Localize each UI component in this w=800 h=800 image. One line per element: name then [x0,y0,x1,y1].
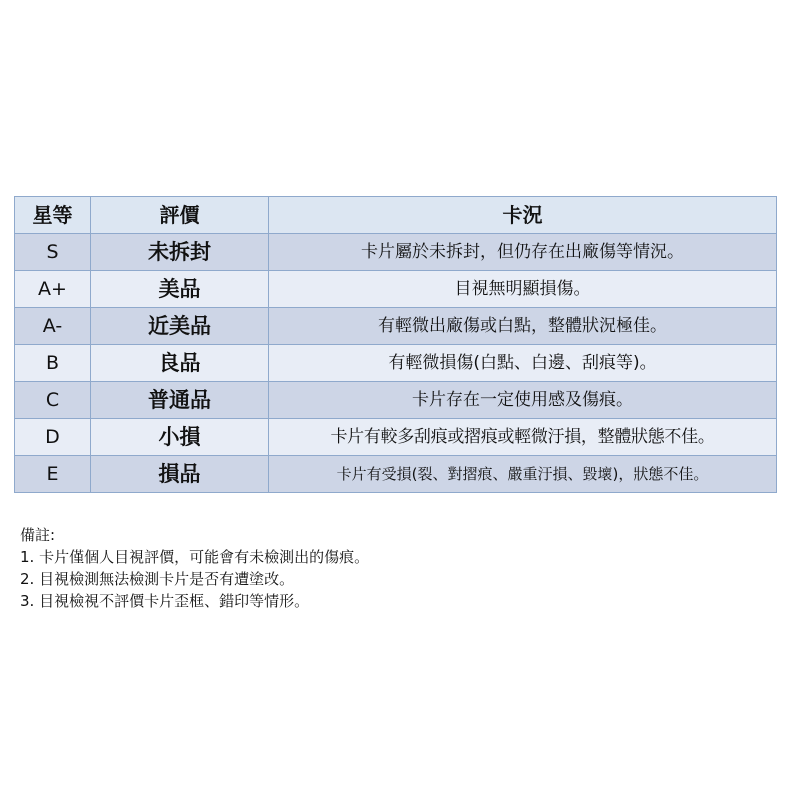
evaluation-cell: 良品 [91,345,269,382]
note-item: 3. 目視檢視不評價卡片歪框、錯印等情形。 [20,592,310,610]
header-card-condition: 卡況 [269,197,777,234]
condition-cell: 目視無明顯損傷。 [269,271,777,308]
star-grade-cell: C [15,382,91,419]
condition-cell: 有輕微出廠傷或白點，整體狀況極佳。 [269,308,777,345]
table-row [15,456,777,493]
table-row [15,308,777,345]
evaluation-cell: 損品 [91,456,269,493]
evaluation-cell: 近美品 [91,308,269,345]
table-row [15,382,777,419]
table-header-row [15,197,777,234]
condition-cell: 卡片屬於未拆封，但仍存在出廠傷等情況。 [269,234,777,271]
condition-cell: 有輕微損傷(白點、白邊、刮痕等)。 [269,345,777,382]
condition-cell: 卡片有較多刮痕或摺痕或輕微汙損，整體狀態不佳。 [269,419,777,456]
table-row [15,419,777,456]
table-row [15,345,777,382]
evaluation-cell: 美品 [91,271,269,308]
card-grading-table [14,196,777,493]
condition-cell: 卡片有受損(裂、對摺痕、嚴重汙損、毀壞)，狀態不佳。 [269,456,777,493]
star-grade-cell: A+ [15,271,91,308]
notes-title: 備註: [20,526,56,544]
table-row [15,271,777,308]
evaluation-cell: 普通品 [91,382,269,419]
note-item: 1. 卡片僅個人目視評價，可能會有未檢測出的傷痕。 [20,548,370,566]
condition-cell: 卡片存在一定使用感及傷痕。 [269,382,777,419]
star-grade-cell: S [15,234,91,271]
notes-section [20,524,720,612]
star-grade-cell: E [15,456,91,493]
evaluation-cell: 小損 [91,419,269,456]
header-evaluation: 評價 [91,197,269,234]
table-row [15,234,777,271]
header-star-grade: 星等 [15,197,91,234]
note-item: 2. 目視檢測無法檢測卡片是否有遭塗改。 [20,570,295,588]
star-grade-cell: B [15,345,91,382]
star-grade-cell: D [15,419,91,456]
evaluation-cell: 未拆封 [91,234,269,271]
star-grade-cell: A- [15,308,91,345]
